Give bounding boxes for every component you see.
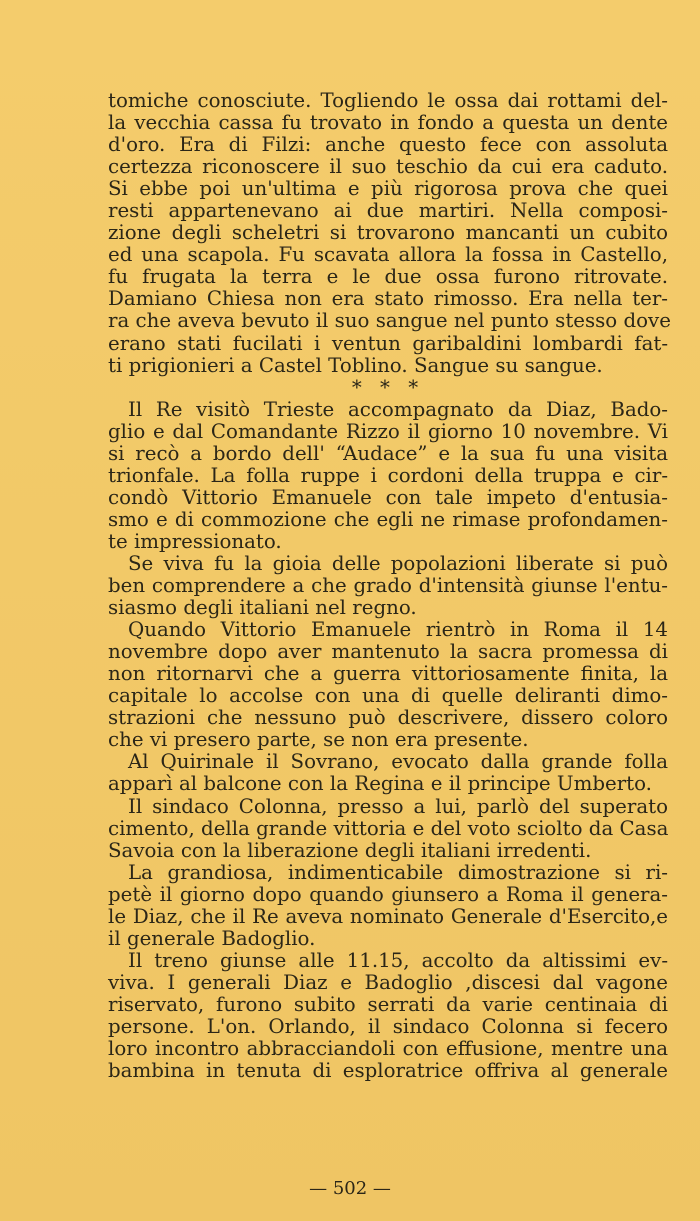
text-line: zione degli scheletri si trovarono mancanti un cubito: [108, 221, 668, 245]
text-line: Se viva fu la gioia delle popolazioni liberate si può: [128, 551, 668, 575]
text-line: tomiche conosciute. Togliendo le ossa dai rottami del-: [108, 89, 668, 112]
text-line: resti appartenevano ai due martiri. Nella composi-: [108, 199, 668, 223]
text-line: strazioni che nessuno può descrivere, dissero coloro: [108, 706, 668, 730]
text-line: cimento, della grande vittoria e del voto sciolto da Casa: [108, 816, 669, 840]
page-number: — 502 —: [309, 1178, 391, 1199]
text-line: La grandiosa, indimenticabile dimostrazione si ri-: [128, 860, 668, 884]
text-line: capitale lo accolse con una di quelle deliranti dimo-: [108, 684, 668, 708]
text-line: persone. L'on. Orlando, il sindaco Colonna si fecero: [108, 1014, 668, 1038]
text-line: petè il giorno dopo quando giunsero a Roma il genera-: [108, 882, 668, 906]
text-line: d'oro. Era di Filzi: anche questo fece con assoluta: [108, 133, 668, 157]
text-line: siasmo degli italiani nel regno.: [108, 596, 417, 620]
text-line: erano stati fucilati i ventun garibaldini lombardi fat-: [108, 331, 668, 355]
text-line: loro incontro abbracciandoli con effusione, mentre una: [108, 1037, 668, 1061]
text-line: fu frugata la terra e le due ossa furono ritrovate.: [108, 265, 668, 289]
text-line: Il Re visitò Trieste accompagnato da Diaz, Bado-: [128, 397, 668, 421]
text-line: glio e dal Comandante Rizzo il giorno 10 novembre. Vi: [108, 419, 668, 443]
text-line: te impressionato.: [108, 529, 282, 553]
text-line: Damiano Chiesa non era stato rimosso. Era nella ter-: [108, 287, 668, 311]
text-line: smo e di commozione che egli ne rimase profondamen-: [108, 507, 668, 531]
text-line: Quando Vittorio Emanuele rientrò in Roma il 14: [128, 618, 668, 642]
text-line: ben comprendere a che grado d'intensità giunse l'entu-: [108, 574, 668, 598]
text-line: Si ebbe poi un'ultima e più rigorosa prova che quei: [108, 177, 668, 201]
text-line: viva. I generali Diaz e Badoglio ,discesi dal vagone: [108, 970, 668, 994]
text-line: si recò a bordo dell' “Audace” e la sua fu una visita: [108, 441, 668, 465]
text-line: riservato, furono subito serrati da varie centinaia di: [108, 992, 668, 1016]
text-line: condò Vittorio Emanuele con tale impeto d'entusia-: [108, 485, 668, 509]
text-line: Il sindaco Colonna, presso a lui, parlò del superato: [128, 794, 668, 818]
text-line: non ritornarvi che a guerra vittoriosamente finita, la: [108, 662, 668, 686]
text-line: Al Quirinale il Sovrano, evocato dalla grande folla: [128, 750, 668, 774]
text-line: ed una scapola. Fu scavata allora la fossa in Castello,: [108, 243, 668, 267]
text-line: bambina in tenuta di esploratrice offriva al generale: [108, 1059, 668, 1083]
body-text: [108, 89, 671, 1083]
text-line: apparì al balcone con la Regina e il principe Umberto.: [108, 772, 652, 796]
text-line: le Diaz, che il Re aveva nominato Generale d'Esercito,e: [108, 904, 668, 928]
text-line: il generale Badoglio.: [108, 926, 316, 950]
text-line: trionfale. La folla ruppe i cordoni della truppa e cir-: [108, 463, 668, 487]
text-line: novembre dopo aver mantenuto la sacra promessa di: [108, 640, 668, 664]
text-line: la vecchia cassa fu trovato in fondo a questa un dente: [108, 111, 668, 135]
text-line: ra che aveva bevuto il suo sangue nel punto stesso dove: [108, 309, 671, 333]
text-line: Il treno giunse alle 11.15, accolto da altissimi ev-: [128, 948, 668, 972]
text-line: ti prigionieri a Castel Toblino. Sangue su sangue.: [108, 353, 603, 377]
text-line: Savoia con la liberazione degli italiani irredenti.: [108, 838, 592, 862]
text-line: certezza riconoscere il suo teschio da cui era caduto.: [108, 155, 668, 179]
section-separator: * * *: [351, 375, 425, 399]
text-line: che vi presero parte, se non era presente.: [108, 728, 529, 752]
